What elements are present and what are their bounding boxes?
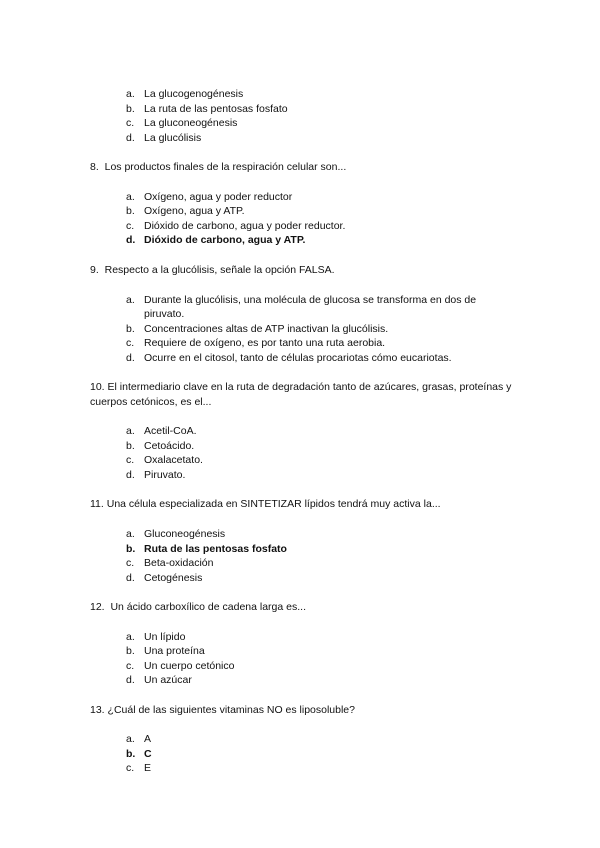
question-stem: Respecto a la glucólisis, señale la opción FALSA. <box>104 264 335 276</box>
question-stem: Una célula especializada en SINTETIZAR lípidos tendrá muy activa la... <box>106 498 441 510</box>
option-text: Durante la glucólisis, una molécula de glucosa se transforma en dos de piruvato. <box>144 293 477 321</box>
question-10-text <box>90 380 516 410</box>
option-letter: c. <box>126 762 135 775</box>
question-stem: ¿Cuál de las siguientes vitaminas NO es liposoluble? <box>107 704 355 716</box>
option-text: Un cuerpo cetónico <box>144 659 235 672</box>
option-letter: d. <box>126 571 135 584</box>
option-letter: d. <box>126 674 135 687</box>
option-letter: b. <box>126 205 135 218</box>
option-letter: c. <box>126 117 135 130</box>
option-text: La gluconeogénesis <box>144 117 238 130</box>
option-text: Oxalacetato. <box>144 454 203 467</box>
option-letter: b. <box>126 322 135 335</box>
option-text: Cetogénesis <box>144 571 203 584</box>
option-text: La glucólisis <box>144 131 202 144</box>
question-13-text <box>90 703 510 718</box>
option-text: Cetoácido. <box>144 439 195 452</box>
option-text: Oxígeno, agua y poder reductor <box>144 190 293 203</box>
option-text: Un lípido <box>144 630 186 643</box>
option-text: Acetil-CoA. <box>144 425 197 437</box>
option-letter: a. <box>126 88 135 100</box>
option-text: Ocurre en el citosol, tanto de células procariotas cómo eucariotas. <box>144 351 452 364</box>
question-stem: Los productos finales de la respiración celular son... <box>104 161 347 173</box>
option-letter: b. <box>126 645 135 658</box>
question-number: 9. <box>90 264 99 276</box>
option-letter: a. <box>126 528 135 540</box>
option-text: Dióxido de carbono, agua y poder reductor. <box>144 219 346 232</box>
option-text: Un azúcar <box>144 674 192 687</box>
option-text: Dióxido de carbono, agua y ATP. <box>144 234 306 247</box>
option-letter: a. <box>126 630 135 643</box>
option-text: Una proteína <box>144 645 205 658</box>
option-letter: d. <box>126 234 136 247</box>
option-letter: a. <box>126 190 135 203</box>
option-letter: c. <box>126 659 135 672</box>
option-text: A <box>144 733 152 745</box>
question-9-text <box>90 263 510 278</box>
option-text: La glucogenogénesis <box>144 88 244 100</box>
option-text: E <box>144 762 152 775</box>
option-letter: a. <box>126 293 135 306</box>
option-letter: d. <box>126 131 135 144</box>
option-text: Ruta de las pentosas fosfato <box>144 542 287 555</box>
question-8-text <box>90 160 510 175</box>
option-letter: b. <box>126 542 136 555</box>
option-text: Requiere de oxígeno, es por tanto una ruta aerobia. <box>144 337 386 350</box>
question-stem: El intermediario clave en la ruta de degradación tanto de azúcares, grasas, proteínas y cuerpos cetónicos, es el... <box>90 381 515 408</box>
option-letter: c. <box>126 337 135 350</box>
option-text: Oxígeno, agua y ATP. <box>144 205 245 218</box>
option-letter: b. <box>126 102 135 115</box>
option-text: C <box>144 747 152 760</box>
question-12-text <box>90 600 510 615</box>
option-letter: b. <box>126 439 135 452</box>
option-text: Piruvato. <box>144 468 186 481</box>
option-text: Concentraciones altas de ATP inactivan la glucólisis. <box>144 322 389 335</box>
option-letter: b. <box>126 747 136 760</box>
option-text: Gluconeogénesis <box>144 528 226 540</box>
question-number: 11. <box>90 498 104 510</box>
option-letter: c. <box>126 454 135 467</box>
option-letter: c. <box>126 219 135 232</box>
question-number: 13. <box>90 704 105 716</box>
option-text: Beta-oxidación <box>144 557 214 570</box>
question-stem: Un ácido carboxílico de cadena larga es... <box>107 601 306 613</box>
option-letter: d. <box>126 468 135 481</box>
question-11-text <box>90 497 510 512</box>
question-number: 10. <box>90 381 105 393</box>
option-text: La ruta de las pentosas fosfato <box>144 102 288 115</box>
option-letter: c. <box>126 557 135 570</box>
question-number: 8. <box>90 161 99 173</box>
option-letter: d. <box>126 351 135 364</box>
question-number: 12. <box>90 601 105 613</box>
option-letter: a. <box>126 733 135 745</box>
option-letter: a. <box>126 425 135 437</box>
